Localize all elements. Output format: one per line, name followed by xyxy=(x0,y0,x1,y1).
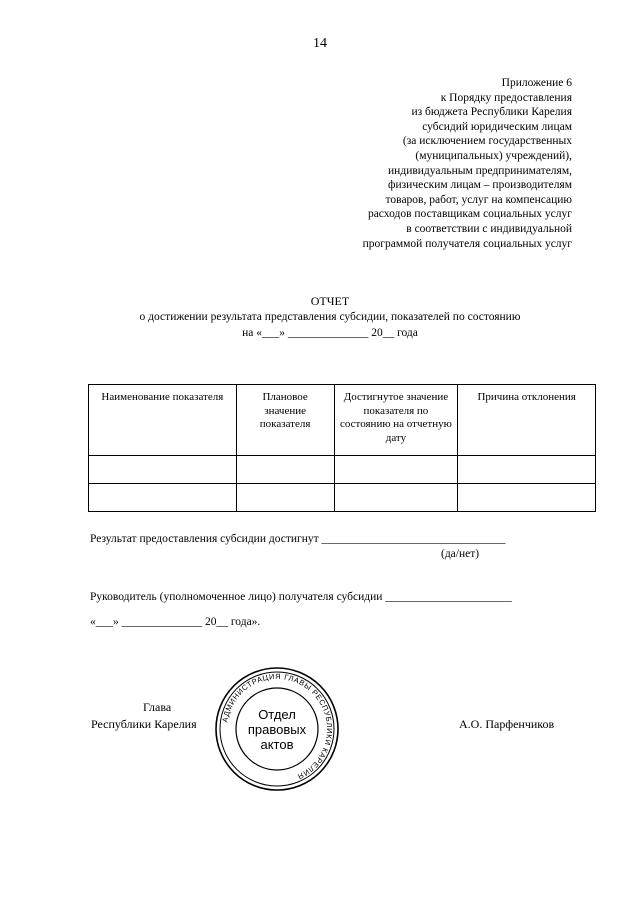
report-subtitle: о достижении результата представления субсидии, показателей по состоянию xyxy=(139,311,521,323)
appendix-line: расходов поставщикам социальных услуг xyxy=(367,208,572,221)
table-cell xyxy=(89,484,237,512)
table-cell xyxy=(236,484,334,512)
manager-date-line: «___» ______________ 20__ года». xyxy=(90,616,261,628)
appendix-line: физическим лицам – производителям xyxy=(388,179,572,192)
appendix-line: в соответствии с индивидуальной xyxy=(406,222,572,235)
report-table xyxy=(88,384,596,512)
table-cell xyxy=(236,456,334,484)
stamp-line3: актов xyxy=(260,737,294,752)
table-row xyxy=(89,484,596,512)
signature-title-line2: Республики Карелия xyxy=(91,717,197,731)
appendix-line: субсидий юридическим лицам xyxy=(422,120,572,133)
signature-name: А.О. Парфенчиков xyxy=(459,717,555,731)
table-cell xyxy=(89,456,237,484)
signature-title-line1: Глава xyxy=(143,700,172,714)
appendix-line: из бюджета Республики Карелия xyxy=(411,106,572,119)
table-cell xyxy=(458,456,596,484)
table-cell xyxy=(458,484,596,512)
result-line: Результат предоставления субсидии достигнут ________________________________ xyxy=(90,533,506,545)
column-header: Причина отклонения xyxy=(458,385,596,456)
column-header: Достигнутое значение показателя по состоянию на отчетную дату xyxy=(334,385,458,456)
stamp-ring-text: АДМИНИСТРАЦИЯ ГЛАВЫ РЕСПУБЛИКИ КАРЕЛИЯ xyxy=(220,671,335,782)
appendix-line: Приложение 6 xyxy=(501,77,572,89)
column-header: Плановое значение показателя xyxy=(236,385,334,456)
report-title: ОТЧЕТ xyxy=(310,294,350,308)
table-cell xyxy=(334,456,458,484)
appendix-header xyxy=(272,76,572,251)
table-row xyxy=(89,456,596,484)
appendix-line: программой получателя социальных услуг xyxy=(362,237,572,250)
legal-department-stamp xyxy=(214,666,340,792)
appendix-line: (муниципальных) учреждений), xyxy=(415,149,572,162)
column-header: Наименование показателя xyxy=(89,385,237,456)
appendix-line: (за исключением государственных xyxy=(402,135,572,148)
stamp-line1: Отдел xyxy=(258,707,296,722)
appendix-line: к Порядку предоставления xyxy=(440,91,572,104)
report-date-line: на «___» ______________ 20__ года xyxy=(242,327,418,339)
page-number: 14 xyxy=(313,36,327,51)
result-note: (да/нет) xyxy=(441,548,480,560)
appendix-line: индивидуальным предпринимателям, xyxy=(388,164,572,177)
manager-line: Руководитель (уполномоченное лицо) получателя субсидии ______________________ xyxy=(90,591,512,603)
table-header-row xyxy=(89,385,596,456)
table-cell xyxy=(334,484,458,512)
appendix-line: товаров, работ, услуг на компенсацию xyxy=(385,193,572,206)
stamp-line2: правовых xyxy=(247,722,307,737)
